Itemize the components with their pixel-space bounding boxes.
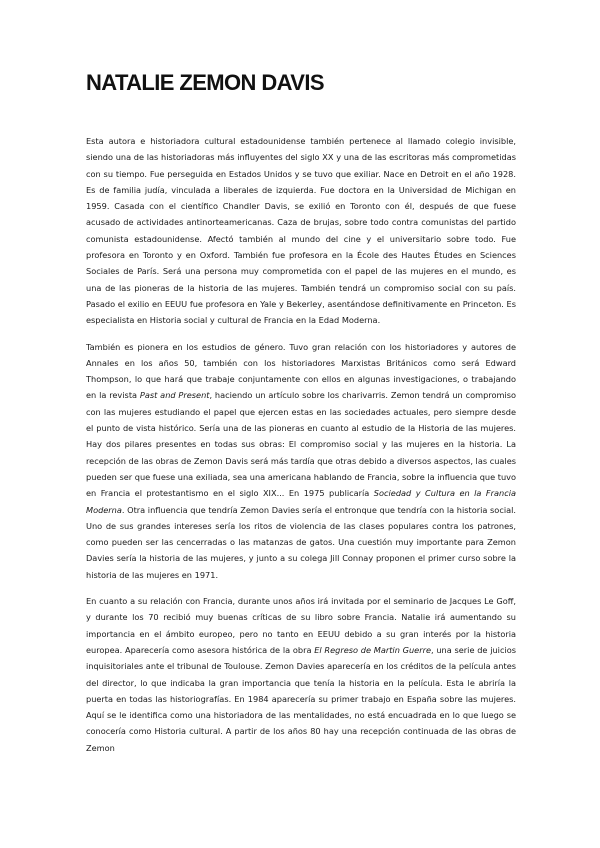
- body-paragraph: [86, 593, 516, 756]
- paragraph-text: Esta autora e historiadora cultural estadounidense también pertenece al llamado colegio invisible, siendo una de las historiadoras más influyentes del siglo XX y una de las escritoras más comprometidas con su tiempo. Fue perseguida en Estados Unidos y se tuvo que exiliar. Nace en Detroit en el año 1928. Es de familia judía, vinculada a liberales de izquierda. Fue doctora en la Universidad de Michigan en 1959. Casada con el científico Chandler Davis, se exilió en Toronto con él, después de que fuese acusado de actividades antinorteamericanas. Caza de brujas, sobre todo contra comunistas del partido comunista estadounidense. Afectó también al mundo del cine y el universitario sobre todo. Fue profesora en Toronto y en Oxford. También fue profesora en la École des Hautes Études en Sciences Sociales de París. Será una persona muy comprometida con el papel de las mujeres en el mundo, es una de las pioneras de la historia de las mujeres. También tendrá un compromiso social con su país. Pasado el exilio en EEUU fue profesora en Yale y Bekerley, asentándose definitivamente en Princeton. Es especialista en Historia social y cultural de Francia en la Edad Moderna.: [86, 136, 516, 326]
- paragraph-text: En cuanto a su relación con Francia, durante unos años irá invitada por el seminario de Jacques Le Goff, y durante los 70 recibió muy buenas críticas de su libro sobre Francia. Natalie irá aumentando su importancia en el ámbito europeo, pero no tanto en EEUU debido a su gran interés por la historia europea. Aparecería como asesora histórica de la obra: [86, 596, 516, 655]
- document-title: NATALIE ZEMON DAVIS: [86, 70, 324, 95]
- paragraph-text: , una serie de juicios inquisitoriales ante el tribunal de Toulouse. Zemon Davies aparecería en los créditos de la película antes del director, lo que indicaba la gran importancia que tenía la historia en la película. Esta le abriría la puerta en todas las historiografías. En 1984 aparecería su primer trabajo en España sobre las mujeres. Aquí se le identifica como una historiadora de las mentalidades, no está encuadrada en lo que luego se conocería como Historia cultural. A partir de los años 80 hay una recepción continuada de las obras de Zemon: [86, 644, 517, 753]
- body-paragraph: [86, 339, 516, 583]
- paragraph-text: También es pionera en los estudios de género. Tuvo gran relación con los historiadores y autores de Annales en los años 50, también con los historiadores Marxistas Británicos como será Edward Thompson, lo que hará que trabaje conjuntamente con ellos en algunas investigaciones, o trabajando en la revista: [86, 341, 516, 401]
- italic-title-text: Past and Present: [139, 390, 210, 401]
- document-body: [86, 133, 516, 766]
- italic-title-text: Sociedad y Cultura en la Francia Moderna: [86, 488, 516, 515]
- italic-title-text: El Regreso de Martin Guerre: [314, 644, 431, 655]
- paragraph-text: , haciendo un artículo sobre los charivarris. Zemon tendrá un compromiso con las mujeres estudiando el papel que ejercen estas en las sociedades actuales, pero siempre desde el punto de vista histórico. Sería una de las pioneras en cuanto al estudio de la Historia de las mujeres. Hay dos pilares presentes en todas sus obras: El compromiso social y las mujeres en la historia. La recepción de las obras de Zemon Davis será más tardía que otras debido a diversos aspectos, las cuales pueden ser que fuese una exiliada, sea una americana hablando de Francia, sobre la influencia que tuvo en Francia el protestantismo en el siglo XIX... En 1975 publicaría: [86, 390, 516, 499]
- body-paragraph: [86, 133, 516, 329]
- paragraph-text: . Otra influencia que tendría Zemon Davies sería el entronque que tendría con la historia social. Uno de sus grandes intereses sería los ritos de violencia de las clases populares contra los patrones, como pueden ser las cencerradas o las matanzas de gatos. Una cuestión muy importante para Zemon Davies sería la historia de las mujeres, y junto a su colega Jill Connay proponen el primer curso sobre la historia de las mujeres en 1971.: [86, 504, 516, 580]
